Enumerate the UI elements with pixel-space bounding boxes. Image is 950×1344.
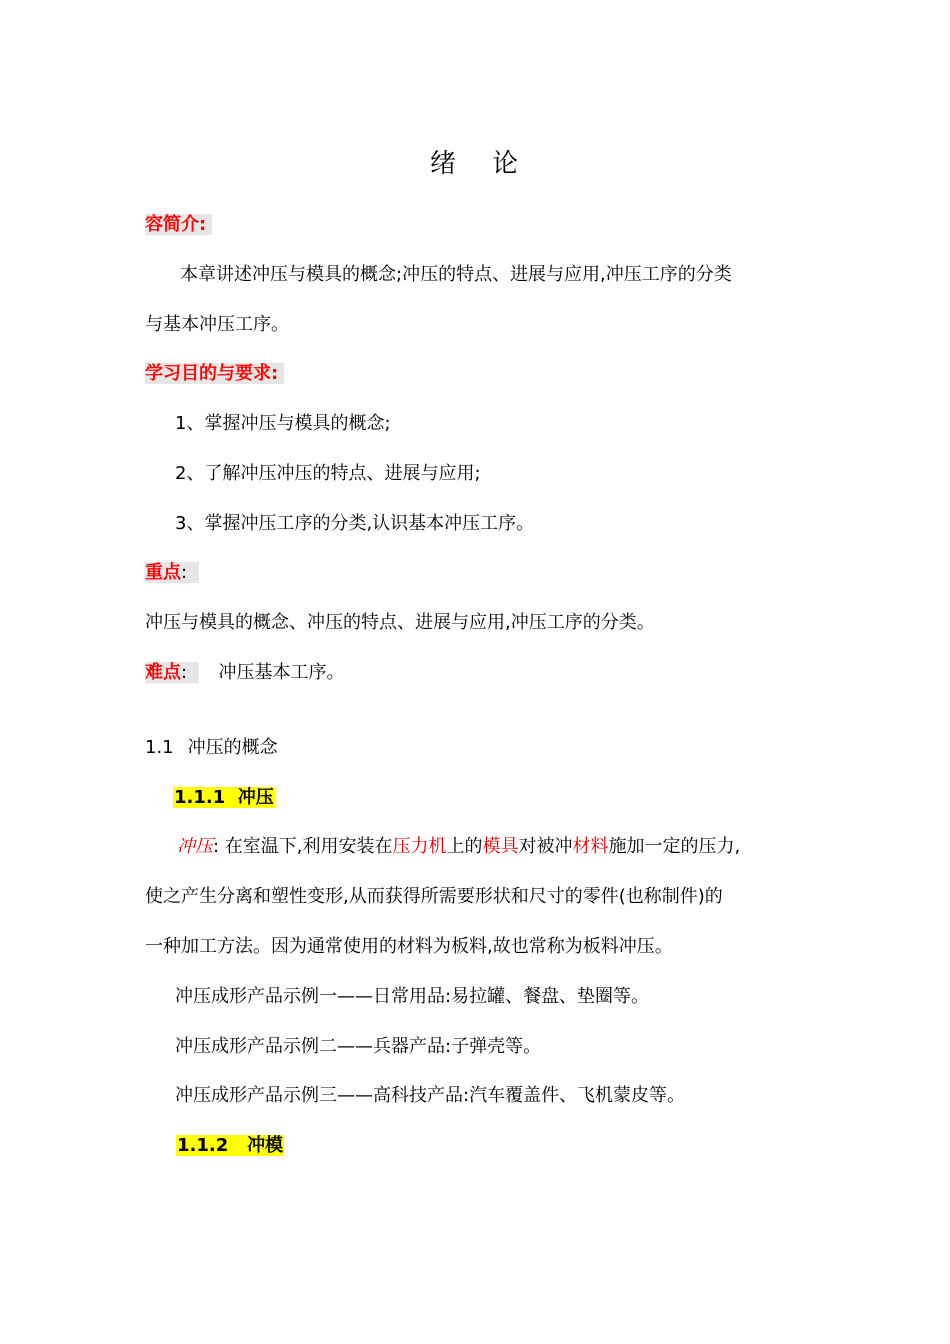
difficulties-heading-box: [145, 662, 199, 683]
definition-part-3: 对被冲: [518, 836, 573, 857]
section-1-1-title: 冲压的概念: [187, 737, 278, 758]
definition-line-2: 使之产生分离和塑性变形,从而获得所需要形状和尺寸的零件(也称制件)的: [145, 886, 723, 907]
section-1-1-2-heading: [176, 1134, 284, 1158]
objectives-heading-line: [145, 362, 284, 386]
definition-part-4: 施加一定的压力,: [608, 836, 741, 857]
section-1-1-1-heading: [173, 786, 275, 810]
difficulties-text: 冲压基本工序。: [218, 662, 345, 683]
example-item-3: 冲压成形产品示例三——高科技产品:汽车覆盖件、飞机蒙皮等。: [175, 1085, 686, 1106]
intro-text-line-1: 本章讲述冲压与模具的概念;冲压的特点、进展与应用,冲压工序的分类: [180, 264, 732, 285]
key-points-text: 冲压与模具的概念、冲压的特点、进展与应用,冲压工序的分类。: [145, 612, 655, 633]
objective-item-2: 2、了解冲压冲压的特点、进展与应用;: [175, 463, 481, 484]
keyword-material: 材料: [572, 836, 609, 857]
example-item-1: 冲压成形产品示例一——日常用品:易拉罐、餐盘、垫圈等。: [175, 986, 650, 1007]
key-points-heading-box: [145, 562, 199, 583]
objective-item-1: 1、掌握冲压与模具的概念;: [175, 413, 391, 434]
section-1-1-2-number: 1.1.2: [177, 1135, 229, 1156]
section-1-1-2-title: 冲模: [247, 1135, 284, 1156]
section-1-1-2-box: [176, 1135, 284, 1156]
keyword-die: 模具: [482, 836, 519, 857]
objective-item-3: 3、掌握冲压工序的分类,认识基本冲压工序。: [175, 513, 535, 534]
intro-heading-line: [145, 213, 212, 237]
chapter-title: [0, 147, 950, 181]
section-1-1-1-number: 1.1.1: [174, 787, 226, 808]
chapter-title-char-1: 绪: [429, 149, 458, 179]
definition-part-1: 在室温下,利用安装在: [224, 836, 393, 857]
difficulties-line: [145, 661, 345, 685]
intro-text-line-2: 与基本冲压工序。: [145, 314, 289, 335]
keyword-press-machine: 压力机: [392, 836, 447, 857]
definition-term: 冲压: [177, 836, 213, 857]
definition-colon: :: [213, 836, 220, 857]
section-1-1-number: 1.1: [145, 737, 174, 758]
section-1-1-1-title: 冲压: [237, 787, 274, 808]
difficulties-colon: :: [181, 662, 188, 683]
definition-line-3: 一种加工方法。因为通常使用的材料为板料,故也常称为板料冲压。: [145, 936, 673, 957]
example-item-2: 冲压成形产品示例二——兵器产品:子弹壳等。: [175, 1036, 542, 1057]
section-1-1-heading: [145, 736, 278, 760]
difficulties-heading: 难点: [145, 662, 181, 683]
definition-line-1: [177, 835, 740, 859]
definition-part-2: 上的: [446, 836, 483, 857]
intro-heading: 容简介:: [145, 214, 212, 235]
section-1-1-1-box: [173, 787, 275, 808]
chapter-title-char-2: 论: [492, 149, 521, 179]
objectives-heading: 学习目的与要求:: [145, 363, 284, 384]
key-points-heading: 重点: [145, 562, 181, 583]
key-points-heading-line: [145, 561, 199, 585]
key-points-colon: :: [181, 562, 188, 583]
